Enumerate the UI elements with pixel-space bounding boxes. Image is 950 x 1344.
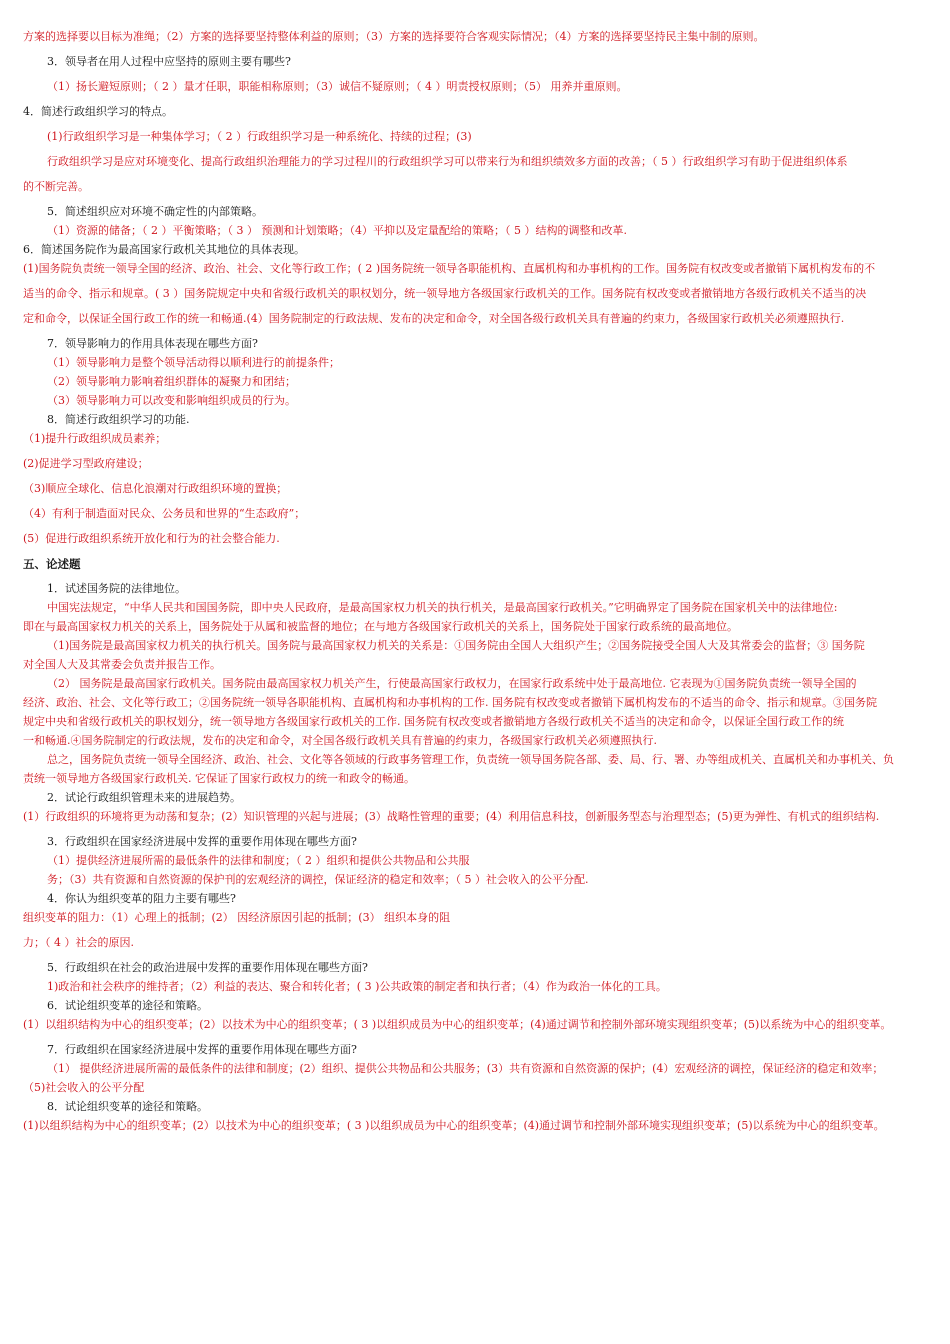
answer-line: 规定中央和省级行政机关的职权划分，统一领导地方各级国家行政机关的工作. 国务院有权改变或者撤销地方各级行政机关不适当的决定和命令，以保证全国行政工作的统 (23, 715, 844, 728)
answer-line: 责统一领导地方各级国家行政机关. 它保证了国家行政权力的统一和政令的畅通。 (23, 772, 415, 785)
answer-line: 总之，国务院负责统一领导全国经济、政治、社会、文化等各领域的行政事务管理工作，负责统一领导国务院各部、委、局、行、署、办等组成机关、直属机关和办事机关、负 (47, 753, 894, 766)
answer-line: 中国宪法规定，“中华人民共和国国务院，即中央人民政府，是最高国家权力机关的执行机关，是最高国家行政机关。”它明确界定了国务院在国家机关中的法律地位: (47, 601, 838, 614)
answer-line: (1)以组织结构为中心的组织变革；(2）以技术为中心的组织变革；( 3 )以组织成员为中心的组织变革；(4)通过调节和控制外部环境实现组织变革；(5)以系统为中心的组织变革。 (23, 1119, 885, 1132)
answer-line: (5）促进行政组织系统开放化和行为的社会整合能力. (23, 532, 280, 545)
answer-line: (1）以组织结构为中心的组织变革；(2）以技术为中心的组织变革；( 3 )以组织成员为中心的组织变革；(4)通过调节和控制外部环境实现组织变革；(5)以系统为中心的组织变革。 (23, 1018, 892, 1031)
question-heading: 6．简述国务院作为最高国家行政机关其地位的具体表现。 (23, 243, 305, 256)
question-heading: 8．简述行政组织学习的功能. (47, 413, 190, 426)
question-heading: 5．行政组织在社会的政治进展中发挥的重要作用体现在哪些方面? (47, 961, 368, 974)
question-heading: 8．试论组织变革的途径和策略。 (47, 1100, 208, 1113)
question-heading: 6．试论组织变革的途径和策略。 (47, 999, 208, 1012)
question-heading: 3．行政组织在国家经济进展中发挥的重要作用体现在哪些方面? (47, 835, 357, 848)
answer-line: 适当的命令、指示和规章。( 3 ）国务院规定中央和省级行政机关的职权划分，统一领导地方各级国家行政机关的工作。国务院有权改变或者撤销地方各级行政机关不适当的决 (23, 287, 867, 300)
question-heading: 7．领导影响力的作用具体表现在哪些方面? (47, 337, 258, 350)
answer-line: 定和命令，以保证全国行政工作的统一和畅通.(4）国务院制定的行政法规、发布的决定和命令，对全国各级行政机关具有普遍的约束力，各级国家行政机关必须遵照执行. (23, 312, 845, 325)
question-heading: 3．领导者在用人过程中应坚持的原则主要有哪些? (47, 55, 291, 68)
answer-line: （2） 国务院是最高国家行政机关。国务院由最高国家权力机关产生，行使最高国家行政权力，在国家行政系统中处于最高地位. 它表现为①国务院负责统一领导全国的 (47, 677, 857, 690)
answer-line: 对全国人大及其常委会负责并报告工作。 (23, 658, 221, 671)
answer-line: （1）提供经济进展所需的最低条件的法律和制度；（ 2 ）组织和提供公共物品和公共服 (47, 854, 470, 867)
answer-line: （4）有利于制造面对民众、公务员和世界的“生态政府”； (23, 507, 306, 520)
answer-line: (1)国务院负责统一领导全国的经济、政治、社会、文化等行政工作；( 2 )国务院统一领导各职能机构、直属机构和办事机构的工作。国务院有权改变或者撤销下属机构发布的不 (23, 262, 876, 275)
answer-line: (1）行政组织的环境将更为动荡和复杂；(2）知识管理的兴起与进展；(3）战略性管理的重要；(4）利用信息科技，创新服务型态与治理型态；(5)更为弹性、有机式的组织结构. (23, 810, 880, 823)
answer-line: （2）领导影响力影响着组织群体的凝聚力和团结； (47, 375, 296, 388)
answer-line: （1)国务院是最高国家权力机关的执行机关。国务院与最高国家权力机关的关系是：①国务院由全国人大组织产生；②国务院接受全国人大及其常委会的监督；③ 国务院 (47, 639, 865, 652)
text-line: 方案的选择要以目标为准绳；（2）方案的选择要坚持整体利益的原则；（3）方案的选择要符合客观实际情况；（4）方案的选择要坚持民主集中制的原则。 (23, 30, 765, 43)
answer-line: 的不断完善。 (23, 180, 89, 193)
answer-line: （1） 提供经济进展所需的最低条件的法律和制度；(2）组织、提供公共物品和公共服务；(3）共有资源和自然资源的保护；(4）宏观经济的调控，保证经济的稳定和效率； (47, 1062, 884, 1075)
answer-line: （1）资源的储备；（ 2 ）平衡策略；（ 3 ） 预测和计划策略；（4）平抑以及定量配给的策略；（ 5 ）结构的调整和改革. (47, 224, 627, 237)
answer-line: 1)政治和社会秩序的维持者；（2）利益的表达、聚合和转化者；( 3 )公共政策的制定者和执行者；（4）作为政治一体化的工具。 (47, 980, 667, 993)
answer-line: 力；（ 4 ）社会的原因. (23, 936, 134, 949)
answer-line: 组织变革的阻力：（1）心理上的抵制；(2） 因经济原因引起的抵制；(3） 组织本身的阻 (23, 911, 451, 924)
question-heading: 4．简述行政组织学习的特点。 (23, 105, 173, 118)
answer-line: 一和畅通.④国务院制定的行政法规，发布的决定和命令，对全国各级行政机关具有普遍的约束力，各级国家行政机关必须遵照执行. (23, 734, 657, 747)
question-heading: 2．试论行政组织管理未来的进展趋势。 (47, 791, 241, 804)
question-heading: 1．试述国务院的法律地位。 (47, 582, 186, 595)
question-heading: 4．你认为组织变革的阻力主要有哪些? (47, 892, 236, 905)
answer-line: （5)社会收入的公平分配 (23, 1081, 145, 1094)
question-heading: 5．简述组织应对环境不确定性的内部策略。 (47, 205, 263, 218)
answer-line: （1）领导影响力是整个领导活动得以顺利进行的前提条件； (47, 356, 340, 369)
answer-line: 务；（3）共有资源和自然资源的保护刊的宏观经济的调控，保证经济的稳定和效率；（ 5 ）社会收入的公平分配. (47, 873, 589, 886)
answer-line: 行政组织学习是应对环境变化、提高行政组织治理能力的学习过程川的行政组织学习可以带来行为和组织绩效多方面的改善；（ 5 ）行政组织学习有助于促进组织体系 (47, 155, 848, 168)
question-heading: 7．行政组织在国家经济进展中发挥的重要作用体现在哪些方面? (47, 1043, 357, 1056)
answer-line: （1)提升行政组织成员素养； (23, 432, 167, 445)
answer-line: （3）领导影响力可以改变和影响组织成员的行为。 (47, 394, 296, 407)
section-heading: 五、论述题 (23, 557, 81, 571)
answer-line: (2)促进学习型政府建设； (23, 457, 149, 470)
answer-line: (1)行政组织学习是一种集体学习；（ 2 ）行政组织学习是一种系统化、持续的过程；(3) (47, 130, 472, 143)
answer-line: 即在与最高国家权力机关的关系上，国务院处于从属和被监督的地位；在与地方各级国家行政机关的关系上，国务院处于国家行政系统的最高地位。 (23, 620, 738, 633)
answer-line: 经济、政治、社会、文化等行政工；②国务院统一领导各职能机构、直属机构和办事机构的工作. 国务院有权改变或者撤销下属机构发布的不适当的命令、指示和规章。③国务院 (23, 696, 877, 709)
answer-line: （3)顺应全球化、信息化浪潮对行政组织环境的置换； (23, 482, 288, 495)
answer-line: （1）扬长避短原则；（ 2 ）量才任职，职能相称原则；（3）诚信不疑原则；（ 4 ）明责授权原则；（5） 用养并重原则。 (47, 80, 628, 93)
